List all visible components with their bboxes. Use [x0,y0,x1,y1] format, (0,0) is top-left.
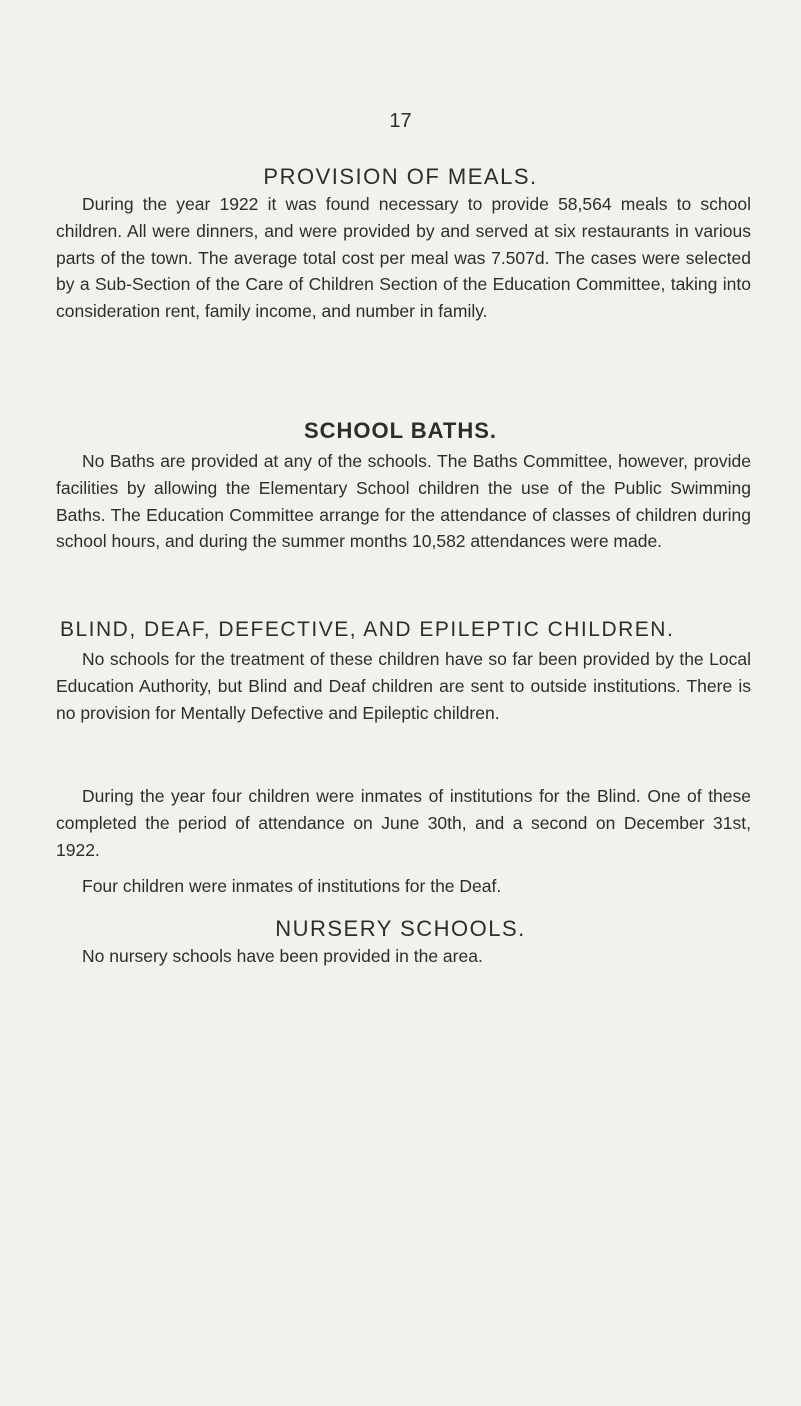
paragraph-nursery-schools: No nursery schools have been provided in the area. [82,946,483,966]
section-heading-school-baths: SCHOOL BATHS. [303,418,498,443]
section-heading-nursery-schools: NURSERY SCHOOLS. [275,916,526,941]
page-number: 17 [389,110,412,132]
paragraph-school-baths: No Baths are provided at any of the schools. The Baths Committee, however, provide facilities by allowing the Elementary School children the use of the Public Swimming Baths. The Education Committee arrange for the attendance of classes of children during school hours, and during the summer months 10,582 attendances were made. [56,451,751,552]
section-heading-provision-of-meals: PROVISION OF MEALS. [263,164,538,189]
paragraph-blind-inmates: During the year four children were inmates of institutions for the Blind. One of these completed the period of attendance on June 30th, and a second on December 31st, 1922. [56,786,751,860]
paragraph-blind-deaf-provision: No schools for the treatment of these children have so far been provided by the Local Education Authority, but Blind and Deaf children are sent to outside institutions. There is no provision for Mentally Defective and Epileptic children. [56,649,751,723]
paragraph-provision-of-meals: During the year 1922 it was found necessary to provide 58,564 meals to school children. All were dinners, and were provided by and served at six restaurants in various parts of the town. The average total cost per meal was 7.507d. The cases were selected by a Sub-Section of the Care of Children Section of the Education Committee, taking into consideration rent, family income, and number in family. [56,194,751,322]
section-heading-blind-deaf-children: BLIND, DEAF, DEFECTIVE, AND EPILEPTIC CHILDREN. [60,618,675,641]
paragraph-deaf-inmates: Four children were inmates of institutions for the Deaf. [82,876,502,896]
